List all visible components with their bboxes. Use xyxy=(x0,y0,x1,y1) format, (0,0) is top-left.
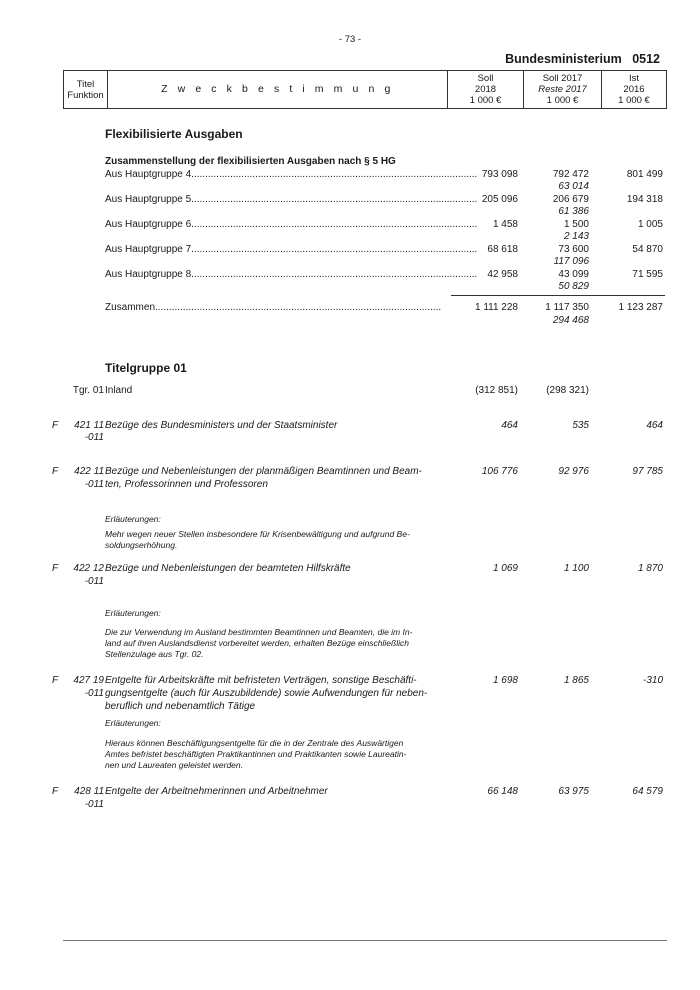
flex-row-2016: 71 595 xyxy=(632,269,663,280)
flex-total-2018: 1 111 228 xyxy=(474,302,518,313)
flex-row-reste: 50 829 xyxy=(558,281,589,292)
flex-total-2017: 1 117 350 xyxy=(545,302,589,313)
item-titel: 422 12 xyxy=(73,563,104,574)
flex-row-2017: 73 600 xyxy=(558,244,589,255)
flex-row-reste: 63 014 xyxy=(558,181,589,192)
item-2018: 106 776 xyxy=(481,466,518,477)
item-titel: 428 11 xyxy=(74,786,104,797)
flex-subtitle: Zusammenstellung der flexibilisierten Ausgaben nach § 5 HG xyxy=(105,156,396,167)
item-flag: F xyxy=(52,786,59,797)
item-2018: 1 698 xyxy=(492,675,518,686)
header-titel-funktion: Titel Funktion xyxy=(67,78,104,101)
flex-row-label: Aus Hauptgruppe 6....................................................................................................... xyxy=(105,219,478,230)
flex-row-2018: 42 958 xyxy=(487,269,518,280)
item-2018: 464 xyxy=(501,420,518,431)
explanation-line: Mehr wegen neuer Stellen insbesondere für Krisenbewältigung und aufgrund Be- xyxy=(105,529,410,539)
header-soll-2017: Soll 2017 Reste 2017 1 000 € xyxy=(538,73,587,106)
item-text: Entgelte der Arbeitnehmerinnen und Arbeitnehmer xyxy=(105,786,328,797)
item-text-line: Bezüge und Nebenleistungen der planmäßigen Beamtinnen und Beam- xyxy=(105,466,422,477)
flex-row-label: Aus Hauptgruppe 5....................................................................................................... xyxy=(105,194,478,205)
flex-row-2016: 801 499 xyxy=(626,169,663,180)
flex-row-reste: 2 143 xyxy=(563,231,589,242)
item-2016: 64 579 xyxy=(632,786,663,797)
flex-row-reste: 61 386 xyxy=(558,206,589,217)
ministry-heading xyxy=(505,52,660,66)
explanation-line: Die zur Verwendung im Ausland bestimmten Beamtinnen und Beamten, die im In- xyxy=(105,627,413,637)
explanation-heading: Erläuterungen: xyxy=(105,608,161,618)
flex-row-label: Aus Hauptgruppe 7....................................................................................................... xyxy=(105,244,478,255)
item-2016: 1 870 xyxy=(637,563,663,574)
item-titel: 427 19 xyxy=(73,675,104,686)
header-soll-2018: Soll 2018 1 000 € xyxy=(469,73,502,106)
flex-row-label: Aus Hauptgruppe 4....................................................................................................... xyxy=(105,169,478,180)
explanation-line: Stellenzulage aus Tgr. 02. xyxy=(105,649,204,659)
item-2016: 97 785 xyxy=(632,466,663,477)
item-text: Bezüge des Bundesministers und der Staatsminister xyxy=(105,420,338,431)
explanation-heading: Erläuterungen: xyxy=(105,514,161,524)
explanation-line: Hieraus können Beschäftigungsentgelte für die in der Zentrale des Auswärtigen xyxy=(105,738,404,748)
item-text-line: beruflich und nebenamtlich Tätige xyxy=(105,701,256,712)
header-ist-2016: Ist 2016 1 000 € xyxy=(618,73,650,106)
flex-total-2016: 1 123 287 xyxy=(618,302,663,313)
item-2016: 464 xyxy=(646,420,663,431)
header-zweckbestimmung: Z w e c k b e s t i m m u n g xyxy=(161,83,394,95)
ministry-name: Bundesministerium xyxy=(505,52,622,66)
tg-title: Titelgruppe 01 xyxy=(105,361,187,375)
flex-row-2017: 206 679 xyxy=(552,194,589,205)
item-funktion: -011 xyxy=(84,576,104,587)
item-2017: 1 100 xyxy=(563,563,589,574)
item-funktion: -011 xyxy=(84,479,104,490)
explanation-line: land auf ihren Auslandsdienst vorbereitet werden, erhalten Bezüge einschließlich xyxy=(105,638,409,648)
tg-group-2018: (312 851) xyxy=(475,385,518,396)
flex-row-2016: 54 870 xyxy=(632,244,663,255)
flex-total-reste: 294 468 xyxy=(552,315,589,326)
item-flag: F xyxy=(52,563,59,574)
flex-row-2017: 43 099 xyxy=(558,269,589,280)
item-2016: -310 xyxy=(642,675,663,686)
item-funktion: -011 xyxy=(84,432,104,443)
ministry-code: 0512 xyxy=(632,52,660,66)
flex-total-label: Zusammen....................................................................................................... xyxy=(105,302,442,313)
flex-title: Flexibilisierte Ausgaben xyxy=(105,127,243,141)
item-2018: 66 148 xyxy=(487,786,518,797)
flex-row-reste: 117 096 xyxy=(553,256,589,267)
item-text: Bezüge und Nebenleistungen der beamteten Hilfskräfte xyxy=(105,563,351,574)
flex-row-2018: 793 098 xyxy=(481,169,518,180)
explanation-line: soldungserhöhung. xyxy=(105,540,178,550)
item-text-line: gungsentgelte (auch für Auszubildende) sowie Aufwendungen für neben- xyxy=(105,688,428,699)
flex-row-label: Aus Hauptgruppe 8....................................................................................................... xyxy=(105,269,478,280)
item-flag: F xyxy=(52,420,59,431)
item-2017: 1 865 xyxy=(563,675,589,686)
flex-row-2018: 1 458 xyxy=(492,219,518,230)
item-flag: F xyxy=(52,466,59,477)
flex-row-2018: 205 096 xyxy=(481,194,518,205)
item-titel: 421 11 xyxy=(74,420,104,431)
flex-row-2018: 68 618 xyxy=(487,244,518,255)
item-text-line: Entgelte für Arbeitskräfte mit befristeten Verträgen, sonstige Beschäfti- xyxy=(105,675,417,686)
sum-divider xyxy=(451,295,665,296)
flex-row-2016: 194 318 xyxy=(626,194,663,205)
footer-rule xyxy=(63,940,667,941)
tg-group-2017: (298 321) xyxy=(546,385,589,396)
item-flag: F xyxy=(52,675,59,686)
item-titel: 422 11 xyxy=(74,466,104,477)
explanation-heading: Erläuterungen: xyxy=(105,718,161,728)
item-2017: 63 975 xyxy=(558,786,589,797)
flex-row-2017: 1 500 xyxy=(563,219,589,230)
explanation-line: nen und Laureaten geleistet werden. xyxy=(105,760,243,770)
tg-group-label: Inland xyxy=(105,385,133,396)
page-number: - 73 - xyxy=(338,34,362,45)
table-header xyxy=(63,70,667,109)
item-text-line: ten, Professorinnen und Professoren xyxy=(105,479,268,490)
item-2018: 1 069 xyxy=(492,563,518,574)
item-funktion: -011 xyxy=(84,688,104,699)
explanation-line: Amtes befristet beschäftigten Praktikantinnen und Praktikanten sowie Laureatin- xyxy=(105,749,407,759)
tg-group-code: Tgr. 01 xyxy=(72,385,104,396)
item-2017: 535 xyxy=(572,420,589,431)
flex-row-2016: 1 005 xyxy=(637,219,663,230)
item-funktion: -011 xyxy=(84,799,104,810)
item-2017: 92 976 xyxy=(558,466,589,477)
flex-row-2017: 792 472 xyxy=(552,169,589,180)
